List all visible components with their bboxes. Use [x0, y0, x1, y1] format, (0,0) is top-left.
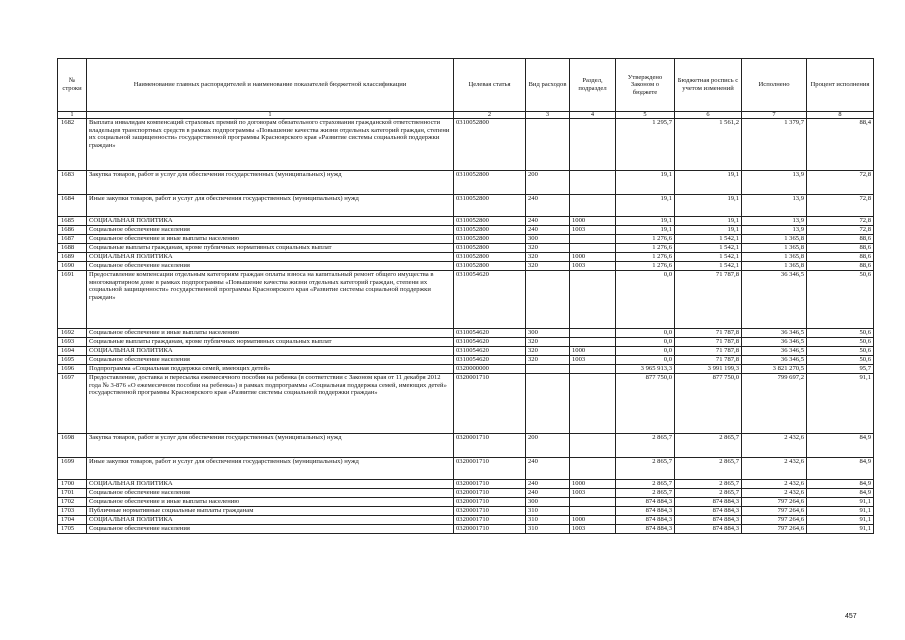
section: [570, 338, 616, 347]
section: [570, 244, 616, 253]
indicator-name: Предоставление, доставка и пересылка ежемесячного пособия на ребенка (в соответствии с Законом края от 11 декабря 2012 года № 3-876 «О ежемесячном пособии на ребенка») в рамках подпрограммы «Социальная поддержка семей, имеющих детей» государственной программы Красноярского края «Развитие системы социальной поддержки граждан»: [87, 374, 454, 434]
planned-value: 1 542,1: [675, 253, 742, 262]
table-row: [58, 374, 874, 434]
expense-type: 240: [526, 217, 570, 226]
expense-type: 300: [526, 235, 570, 244]
expense-type: 240: [526, 195, 570, 217]
percent-value: 91,1: [807, 498, 874, 507]
planned-value: 71 787,8: [675, 271, 742, 329]
section: 1003: [570, 226, 616, 235]
indicator-name: СОЦИАЛЬНАЯ ПОЛИТИКА: [87, 217, 454, 226]
column-number: 1: [87, 112, 454, 119]
approved-value: 19,1: [616, 217, 675, 226]
percent-value: 91,1: [807, 374, 874, 434]
percent-value: 50,6: [807, 338, 874, 347]
header-row: [58, 59, 874, 112]
percent-value: 50,6: [807, 347, 874, 356]
percent-value: 95,7: [807, 365, 874, 374]
expense-type: 300: [526, 329, 570, 338]
section: 1000: [570, 516, 616, 525]
percent-value: 72,8: [807, 195, 874, 217]
row-number: 1685: [58, 217, 87, 226]
approved-value: 0,0: [616, 329, 675, 338]
table-body: [58, 119, 874, 534]
planned-value: 1 542,1: [675, 235, 742, 244]
section: 1003: [570, 262, 616, 271]
planned-value: 19,1: [675, 195, 742, 217]
approved-value: 19,1: [616, 195, 675, 217]
executed-value: 13,9: [742, 217, 807, 226]
executed-value: 13,9: [742, 195, 807, 217]
table-row: [58, 226, 874, 235]
percent-value: 88,6: [807, 235, 874, 244]
executed-value: 13,9: [742, 171, 807, 195]
target-article: 0310052800: [454, 217, 526, 226]
indicator-name: Социальное обеспечение населения: [87, 489, 454, 498]
indicator-name: Закупка товаров, работ и услуг для обеспечения государственных (муниципальных) нужд: [87, 434, 454, 458]
section: 1000: [570, 253, 616, 262]
table-row: [58, 271, 874, 329]
planned-value: 19,1: [675, 217, 742, 226]
approved-value: 0,0: [616, 338, 675, 347]
planned-value: 19,1: [675, 171, 742, 195]
row-number: 1691: [58, 271, 87, 329]
expense-type: 320: [526, 338, 570, 347]
indicator-name: Подпрограмма «Социальная поддержка семей, имеющих детей»: [87, 365, 454, 374]
executed-value: 36 346,5: [742, 338, 807, 347]
header-section: Раздел, подраздел: [570, 59, 616, 112]
column-number-row: [58, 112, 874, 119]
row-number: 1695: [58, 356, 87, 365]
percent-value: 50,6: [807, 329, 874, 338]
approved-value: 1 276,6: [616, 244, 675, 253]
column-number: 3: [526, 112, 570, 119]
table-row: [58, 480, 874, 489]
target-article: 0320001710: [454, 525, 526, 534]
target-article: 0310052800: [454, 253, 526, 262]
target-article: 0320001710: [454, 489, 526, 498]
header-executed: Исполнено: [742, 59, 807, 112]
header-percent: Процент исполнения: [807, 59, 874, 112]
approved-value: 874 884,3: [616, 525, 675, 534]
percent-value: 72,8: [807, 226, 874, 235]
expense-type: 200: [526, 171, 570, 195]
planned-value: 71 787,8: [675, 356, 742, 365]
expense-type: 240: [526, 458, 570, 480]
approved-value: 19,1: [616, 171, 675, 195]
executed-value: 36 346,5: [742, 347, 807, 356]
executed-value: 797 264,6: [742, 507, 807, 516]
header-planned: Бюджетная роспись с учетом изменений: [675, 59, 742, 112]
target-article: 0310052800: [454, 171, 526, 195]
approved-value: 874 884,3: [616, 516, 675, 525]
expense-type: [526, 365, 570, 374]
section: 1000: [570, 217, 616, 226]
header-row-number: № строки: [58, 59, 87, 112]
expense-type: 310: [526, 525, 570, 534]
executed-value: 2 432,6: [742, 480, 807, 489]
approved-value: 1 295,7: [616, 119, 675, 171]
row-number: 1700: [58, 480, 87, 489]
table-row: [58, 171, 874, 195]
target-article: 0320001710: [454, 516, 526, 525]
planned-value: 2 865,7: [675, 458, 742, 480]
table-row: [58, 347, 874, 356]
table-row: [58, 489, 874, 498]
table-row: [58, 195, 874, 217]
section: [570, 171, 616, 195]
expense-type: 320: [526, 262, 570, 271]
target-article: 0310052800: [454, 226, 526, 235]
row-number: 1687: [58, 235, 87, 244]
indicator-name: СОЦИАЛЬНАЯ ПОЛИТИКА: [87, 253, 454, 262]
column-number: 7: [742, 112, 807, 119]
approved-value: 19,1: [616, 226, 675, 235]
indicator-name: Социальное обеспечение населения: [87, 226, 454, 235]
planned-value: 2 865,7: [675, 434, 742, 458]
target-article: 0320001710: [454, 458, 526, 480]
row-number: 1688: [58, 244, 87, 253]
expense-type: 320: [526, 356, 570, 365]
executed-value: 2 432,6: [742, 458, 807, 480]
indicator-name: Иные закупки товаров, работ и услуг для обеспечения государственных (муниципальных) нужд: [87, 458, 454, 480]
executed-value: 1 365,8: [742, 262, 807, 271]
target-article: 0310054620: [454, 356, 526, 365]
expense-type: 300: [526, 498, 570, 507]
approved-value: 874 884,3: [616, 507, 675, 516]
approved-value: 0,0: [616, 271, 675, 329]
percent-value: 84,9: [807, 480, 874, 489]
indicator-name: Социальное обеспечение населения: [87, 525, 454, 534]
table-row: [58, 329, 874, 338]
percent-value: 88,4: [807, 119, 874, 171]
section: [570, 271, 616, 329]
indicator-name: Социальное обеспечение и иные выплаты населению: [87, 235, 454, 244]
section: [570, 498, 616, 507]
section: 1003: [570, 525, 616, 534]
target-article: 0310052800: [454, 235, 526, 244]
table-row: [58, 434, 874, 458]
section: [570, 374, 616, 434]
approved-value: 2 865,7: [616, 458, 675, 480]
planned-value: 874 884,3: [675, 525, 742, 534]
executed-value: 799 697,2: [742, 374, 807, 434]
header-expense-type: Вид расходов: [526, 59, 570, 112]
percent-value: 50,6: [807, 356, 874, 365]
indicator-name: Социальное обеспечение и иные выплаты населению: [87, 329, 454, 338]
executed-value: 2 432,6: [742, 434, 807, 458]
row-number: 1697: [58, 374, 87, 434]
executed-value: 13,9: [742, 226, 807, 235]
indicator-name: СОЦИАЛЬНАЯ ПОЛИТИКА: [87, 516, 454, 525]
header-approved: Утверждено Законом о бюджете: [616, 59, 675, 112]
approved-value: 1 276,6: [616, 253, 675, 262]
row-number: 1690: [58, 262, 87, 271]
executed-value: 36 346,5: [742, 271, 807, 329]
row-number: 1693: [58, 338, 87, 347]
expense-type: 240: [526, 489, 570, 498]
row-number: 1689: [58, 253, 87, 262]
approved-value: 2 865,7: [616, 489, 675, 498]
target-article: 0320001710: [454, 480, 526, 489]
executed-value: 797 264,6: [742, 525, 807, 534]
target-article: 0320001710: [454, 507, 526, 516]
executed-value: 1 379,7: [742, 119, 807, 171]
row-number: 1684: [58, 195, 87, 217]
table-row: [58, 507, 874, 516]
indicator-name: СОЦИАЛЬНАЯ ПОЛИТИКА: [87, 480, 454, 489]
target-article: 0310052800: [454, 195, 526, 217]
target-article: 0320001710: [454, 434, 526, 458]
budget-table: [57, 58, 874, 534]
indicator-name: Предоставление компенсации отдельным категориям граждан оплаты взноса на капитальный ремонт общего имущества в многоквартирном доме в рамках подпрограммы «Повышение качества жизни отдельных категорий граждан, степени их социальной защищенности» государственной программы Красноярского края «Развитие системы социальной поддержки граждан»: [87, 271, 454, 329]
percent-value: 91,1: [807, 507, 874, 516]
expense-type: 310: [526, 516, 570, 525]
table-row: [58, 525, 874, 534]
target-article: 0310054620: [454, 271, 526, 329]
percent-value: 84,9: [807, 489, 874, 498]
column-number: 1: [58, 112, 87, 119]
percent-value: 84,9: [807, 458, 874, 480]
planned-value: 1 542,1: [675, 262, 742, 271]
expense-type: 320: [526, 347, 570, 356]
row-number: 1683: [58, 171, 87, 195]
row-number: 1698: [58, 434, 87, 458]
table-row: [58, 458, 874, 480]
planned-value: 71 787,8: [675, 347, 742, 356]
row-number: 1682: [58, 119, 87, 171]
table-row: [58, 338, 874, 347]
indicator-name: Социальное обеспечение и иные выплаты населению: [87, 498, 454, 507]
section: [570, 329, 616, 338]
planned-value: 1 542,1: [675, 244, 742, 253]
percent-value: 91,1: [807, 516, 874, 525]
row-number: 1694: [58, 347, 87, 356]
planned-value: 874 884,3: [675, 498, 742, 507]
row-number: 1692: [58, 329, 87, 338]
table-row: [58, 365, 874, 374]
target-article: 0320000000: [454, 365, 526, 374]
percent-value: 88,6: [807, 244, 874, 253]
expense-type: 240: [526, 480, 570, 489]
row-number: 1699: [58, 458, 87, 480]
expense-type: 200: [526, 434, 570, 458]
row-number: 1704: [58, 516, 87, 525]
planned-value: 71 787,8: [675, 338, 742, 347]
target-article: 0310052800: [454, 262, 526, 271]
row-number: 1686: [58, 226, 87, 235]
indicator-name: Выплата инвалидам компенсаций страховых премий по договорам обязательного страхования гражданской ответственности владельцев транспортных средств в рамках подпрограммы «Повышение качества жизни отдельных категорий граждан, степени их социальной защищенности» государственной программы Красноярского края «Развитие системы социальной поддержки граждан»: [87, 119, 454, 171]
approved-value: 877 750,0: [616, 374, 675, 434]
approved-value: 0,0: [616, 356, 675, 365]
expense-type: [526, 119, 570, 171]
table-row: [58, 235, 874, 244]
percent-value: 88,6: [807, 253, 874, 262]
section: 1000: [570, 347, 616, 356]
table-row: [58, 244, 874, 253]
section: [570, 365, 616, 374]
expense-type: [526, 374, 570, 434]
column-number: 4: [570, 112, 616, 119]
expense-type: 320: [526, 244, 570, 253]
planned-value: 877 750,0: [675, 374, 742, 434]
section: 1003: [570, 489, 616, 498]
executed-value: 36 346,5: [742, 329, 807, 338]
percent-value: 88,6: [807, 262, 874, 271]
section: [570, 507, 616, 516]
indicator-name: Иные закупки товаров, работ и услуг для обеспечения государственных (муниципальных) нужд: [87, 195, 454, 217]
indicator-name: Социальное обеспечение населения: [87, 356, 454, 365]
column-number: 2: [454, 112, 526, 119]
budget-report-sheet: [57, 58, 873, 534]
planned-value: 2 865,7: [675, 480, 742, 489]
expense-type: 240: [526, 226, 570, 235]
column-number: 6: [675, 112, 742, 119]
row-number: 1705: [58, 525, 87, 534]
expense-type: [526, 271, 570, 329]
table-row: [58, 356, 874, 365]
indicator-name: Социальное обеспечение населения: [87, 262, 454, 271]
planned-value: 3 991 199,3: [675, 365, 742, 374]
planned-value: 874 884,3: [675, 507, 742, 516]
target-article: 0310054620: [454, 329, 526, 338]
percent-value: 84,9: [807, 434, 874, 458]
section: [570, 434, 616, 458]
table-row: [58, 253, 874, 262]
approved-value: 874 884,3: [616, 498, 675, 507]
indicator-name: Публичные нормативные социальные выплаты гражданам: [87, 507, 454, 516]
indicator-name: Социальные выплаты гражданам, кроме публичных нормативных социальных выплат: [87, 244, 454, 253]
page-number: 457: [845, 613, 857, 620]
target-article: 0310054620: [454, 338, 526, 347]
executed-value: 2 432,6: [742, 489, 807, 498]
row-number: 1703: [58, 507, 87, 516]
approved-value: 0,0: [616, 347, 675, 356]
indicator-name: Закупка товаров, работ и услуг для обеспечения государственных (муниципальных) нужд: [87, 171, 454, 195]
table-row: [58, 262, 874, 271]
target-article: 0320001710: [454, 498, 526, 507]
approved-value: 3 965 913,3: [616, 365, 675, 374]
executed-value: 1 365,8: [742, 253, 807, 262]
percent-value: 50,6: [807, 271, 874, 329]
section: [570, 195, 616, 217]
approved-value: 1 276,6: [616, 262, 675, 271]
table-row: [58, 498, 874, 507]
expense-type: 320: [526, 253, 570, 262]
target-article: 0310054620: [454, 347, 526, 356]
row-number: 1702: [58, 498, 87, 507]
target-article: 0320001710: [454, 374, 526, 434]
row-number: 1701: [58, 489, 87, 498]
executed-value: 797 264,6: [742, 498, 807, 507]
header-indicator-name: Наименование главных распорядителей и наименование показателей бюджетной классификации: [87, 59, 454, 112]
section: 1000: [570, 480, 616, 489]
expense-type: 310: [526, 507, 570, 516]
table-row: [58, 516, 874, 525]
planned-value: 2 865,7: [675, 489, 742, 498]
percent-value: 72,8: [807, 171, 874, 195]
column-number: 8: [807, 112, 874, 119]
executed-value: 36 346,5: [742, 356, 807, 365]
table-row: [58, 119, 874, 171]
planned-value: 874 884,3: [675, 516, 742, 525]
indicator-name: Социальные выплаты гражданам, кроме публичных нормативных социальных выплат: [87, 338, 454, 347]
section: 1003: [570, 356, 616, 365]
table-row: [58, 217, 874, 226]
approved-value: 2 865,7: [616, 480, 675, 489]
executed-value: 3 821 270,5: [742, 365, 807, 374]
target-article: 0310052800: [454, 244, 526, 253]
percent-value: 91,1: [807, 525, 874, 534]
row-number: 1696: [58, 365, 87, 374]
executed-value: 1 365,8: [742, 235, 807, 244]
header-target-article: Целевая статья: [454, 59, 526, 112]
planned-value: 19,1: [675, 226, 742, 235]
planned-value: 1 561,2: [675, 119, 742, 171]
approved-value: 1 276,6: [616, 235, 675, 244]
planned-value: 71 787,8: [675, 329, 742, 338]
section: [570, 119, 616, 171]
executed-value: 797 264,6: [742, 516, 807, 525]
column-number: 5: [616, 112, 675, 119]
percent-value: 72,8: [807, 217, 874, 226]
target-article: 0310052800: [454, 119, 526, 171]
indicator-name: СОЦИАЛЬНАЯ ПОЛИТИКА: [87, 347, 454, 356]
approved-value: 2 865,7: [616, 434, 675, 458]
executed-value: 1 365,8: [742, 244, 807, 253]
section: [570, 458, 616, 480]
section: [570, 235, 616, 244]
